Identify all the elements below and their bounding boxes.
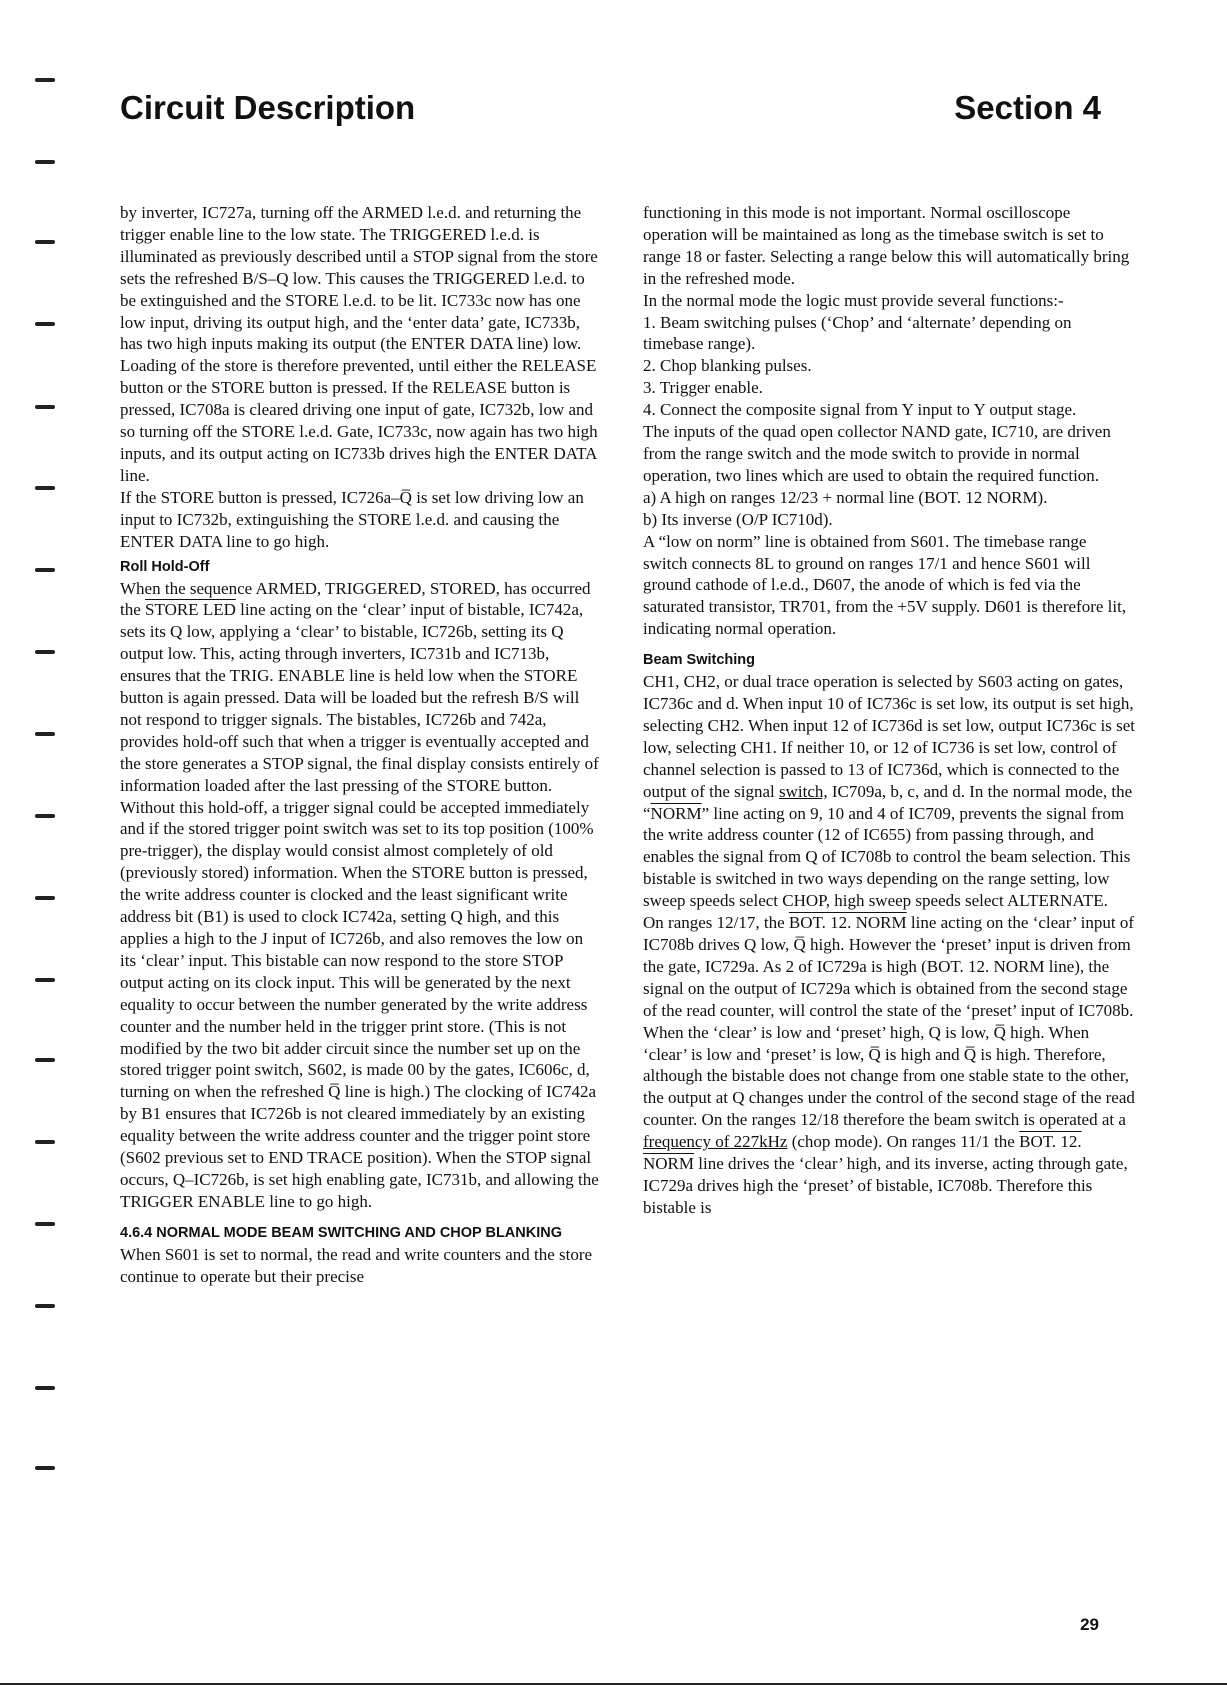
paragraph bbox=[120, 578, 600, 1213]
list-item: 4. Connect the composite signal from Y input to Y output stage. bbox=[643, 400, 1077, 420]
subheading-beam-switching: Beam Switching bbox=[643, 652, 755, 669]
binding-mark bbox=[35, 732, 55, 736]
binding-mark bbox=[35, 160, 55, 164]
norm-overline: NORM bbox=[650, 803, 702, 823]
list-item: a) A high on ranges 12/23 + normal line (BOT. 12 NORM). bbox=[643, 487, 1048, 507]
list-item: 3. Trigger enable. bbox=[643, 378, 763, 398]
subheading-4-6-4: 4.6.4 NORMAL MODE BEAM SWITCHING AND CHOP BLANKING bbox=[120, 1224, 563, 1241]
binding-mark bbox=[35, 240, 55, 244]
binding-mark bbox=[35, 978, 55, 982]
binding-mark bbox=[35, 650, 55, 654]
underlined-text: switch, bbox=[778, 781, 828, 801]
left-column bbox=[120, 202, 600, 1288]
text-span: IC709a, b, c, and d. In the normal mode, the “ bbox=[643, 781, 1133, 823]
list-item: b) Its inverse (O/P IC710d). bbox=[643, 509, 833, 529]
text-span: line acting on the ‘clear’ input of bistable, IC742a, sets its Q low, applying a ‘clear’ to bistable, IC726b, setting its Q output low. This, acting through inverters, IC731b and IC713b, ensures that the TRIG. ENABLE line is held low when the STORE button is again pressed. Data will be loaded but the refresh B/S will not respond to trigger signals. The bistables, IC726b and 742a, provides hold-off such that when a trigger is eventually accepted and the store generates a STOP signal, the final display consists entirely of information loaded after the last pressing of the STORE button. Without this hold-off, a trigger signal could be accepted immediately and if the stored trigger point switch was set to its top position (100% pre-trigger), the display would consist almost completely of old (previously stored) information. When the STORE button is pressed, the write address counter is clocked and the least significant write address bit (B1) is used to clock IC742a, setting Q high, and this applies a high to the J input of IC726b, and also removes the low on its ‘clear’ input. This bistable can now respond to the store STOP output acting on its clock input. This will be generated by the next equality to occur between the number generated by the write address counter and the number held in the trigger print store. (This is not modified by the two bit adder circuit since the number set up on the stored trigger point switch, S602, is made 00 by the gates, IC606c, d, turning on when the refreshed Q̅ line is high.) The clocking of IC742a by B1 ensures that IC726b is not cleared immediately by an existing equality between the write address counter and the trigger point store (S602 previous set to END TRACE position). When the STOP signal occurs, Q–IC726b, is set high enabling gate, IC731b, and allowing the TRIGGER ENABLE line to go high. bbox=[120, 600, 599, 1211]
binding-mark bbox=[35, 568, 55, 572]
paragraph: The inputs of the quad open collector NAND gate, IC710, are driven from the range switch and the mode switch to provide in normal operation, two lines which are used to obtain the required function. bbox=[643, 422, 1111, 485]
text-span: On ranges 12/17, the bbox=[643, 913, 789, 933]
paragraph: by inverter, IC727a, turning off the ARMED l.e.d. and returning the trigger enable line to the low state. The TRIGGERED l.e.d. is illuminated as previously described until a STOP signal from the store sets the refreshed B/S–Q low. This causes the TRIGGERED l.e.d. to be extinguished and the STORE l.e.d. to be lit. IC733c now has one low input, driving its output high, and the ‘enter data’ gate, IC733b, has two high inputs making its output (the ENTER DATA line) low. Loading of the store is therefore prevented, until either the RELEASE button or the STORE button is pressed. If the RELEASE button is pressed, IC708a is cleared driving one input of gate, IC732b, low and so turning off the STORE l.e.d. Gate, IC733c, now again has two high inputs, and its output acting on IC733b drives high the ENTER DATA line. bbox=[120, 203, 598, 485]
paragraph: A “low on norm” line is obtained from S601. The timebase range switch connects 8L to ground on ranges 17/1 and hence S601 will ground cathode of l.e.d., D607, the anode of which is fed via the saturated transistor, TR701, from the +5V supply. D601 is therefore lit, indicating normal operation. bbox=[643, 531, 1127, 639]
binding-mark bbox=[35, 1304, 55, 1308]
binding-mark bbox=[35, 1386, 55, 1390]
right-column bbox=[643, 202, 1135, 1219]
binding-mark bbox=[35, 1222, 55, 1226]
section-title: Circuit Description bbox=[120, 89, 416, 126]
binding-mark bbox=[35, 896, 55, 900]
bottom-rule bbox=[0, 1683, 1227, 1685]
text-span: line acting on the ‘clear’ input of IC708b drives Q low, Q̅ high. However the ‘preset’ input is driven from the gate, IC729a. As 2 of IC729a is high (BOT. 12. NORM line), the signal on the output of IC729a which is obtained from the second stage of the read counter, will control the state of the ‘preset’ input of IC708b. When the ‘clear’ is low and ‘preset’ high, Q is low, Q̅ high. When ‘clear’ is low and ‘preset’ is low, Q̅ is high and Q̅ is high. Therefore, although the bistable does not change from one stable state to the other, the output at Q changes under the control of the second stage of the read counter. On the ranges 12/18 therefore the beam switch is operated at a bbox=[643, 913, 1135, 1130]
binding-mark bbox=[35, 1058, 55, 1062]
page-number: 29 bbox=[1080, 1615, 1099, 1634]
text-span: ” line acting on 9, 10 and 4 of IC709, prevents the signal from the write address counter (12 of IC655) from passing through, and enables the signal from Q of IC708b to control the beam selection. This bistable is switched in two ways depending on the range setting, low sweep speeds select CHOP, high sweep speeds select ALTERNATE. bbox=[643, 803, 1131, 911]
paragraph: In the normal mode the logic must provide several functions:- bbox=[643, 290, 1064, 310]
paragraph: When S601 is set to normal, the read and write counters and the store continue to operate but their precise bbox=[120, 1244, 593, 1286]
binding-mark bbox=[35, 405, 55, 409]
text-span: (chop mode). On ranges 11/1 the bbox=[787, 1132, 1020, 1152]
binding-mark bbox=[35, 1466, 55, 1470]
store-led-overline: STORE LED bbox=[145, 600, 236, 620]
paragraph bbox=[643, 912, 1135, 1219]
binding-mark bbox=[35, 486, 55, 490]
subheading-roll-hold-off: Roll Hold-Off bbox=[120, 558, 210, 575]
bot12norm-overline: BOT. 12. NORM bbox=[788, 913, 907, 933]
paragraph: functioning in this mode is not important. Normal oscilloscope operation will be maintained as long as the timebase switch is set to range 18 or faster. Selecting a range below this will automatically bring in the refreshed mode. bbox=[643, 203, 1130, 288]
section-number: Section 4 bbox=[954, 89, 1101, 126]
list-item: 2. Chop blanking pulses. bbox=[643, 356, 812, 376]
list-item: 1. Beam switching pulses (‘Chop’ and ‘alternate’ depending on timebase range). bbox=[643, 312, 1072, 354]
binding-mark bbox=[35, 1140, 55, 1144]
text-span: CH1, CH2, or dual trace operation is selected by S603 acting on gates, IC736c and d. When input 10 of IC736c is set low, its output is set high, selecting CH2. When input 12 of IC736d is set low, output IC736c is set low, selecting CH1. If neither 10, or 12 of IC736 is set low, control of channel selection is passed to 13 of IC736d, which is connected to the output of the signal bbox=[643, 672, 1136, 801]
text-span: line drives the ‘clear’ high, and its inverse, acting through gate, IC729a drives high the ‘preset’ of bistable, IC708b. Therefore this bistable is bbox=[643, 1154, 1128, 1217]
paragraph bbox=[643, 671, 1135, 912]
underlined-text: frequency of 227kHz bbox=[643, 1132, 788, 1152]
binding-mark bbox=[35, 814, 55, 818]
binding-mark bbox=[35, 78, 55, 82]
bot12norm-overline: BOT. 12. NORM bbox=[643, 1132, 1082, 1174]
binding-mark bbox=[35, 322, 55, 326]
paragraph: If the STORE button is pressed, IC726a–Q̅ is set low driving low an input to IC732b, extinguishing the STORE l.e.d. and causing the ENTER DATA line to go high. bbox=[120, 487, 584, 551]
text-span: When the sequence ARMED, TRIGGERED, STORED, has occurred the bbox=[120, 578, 591, 620]
